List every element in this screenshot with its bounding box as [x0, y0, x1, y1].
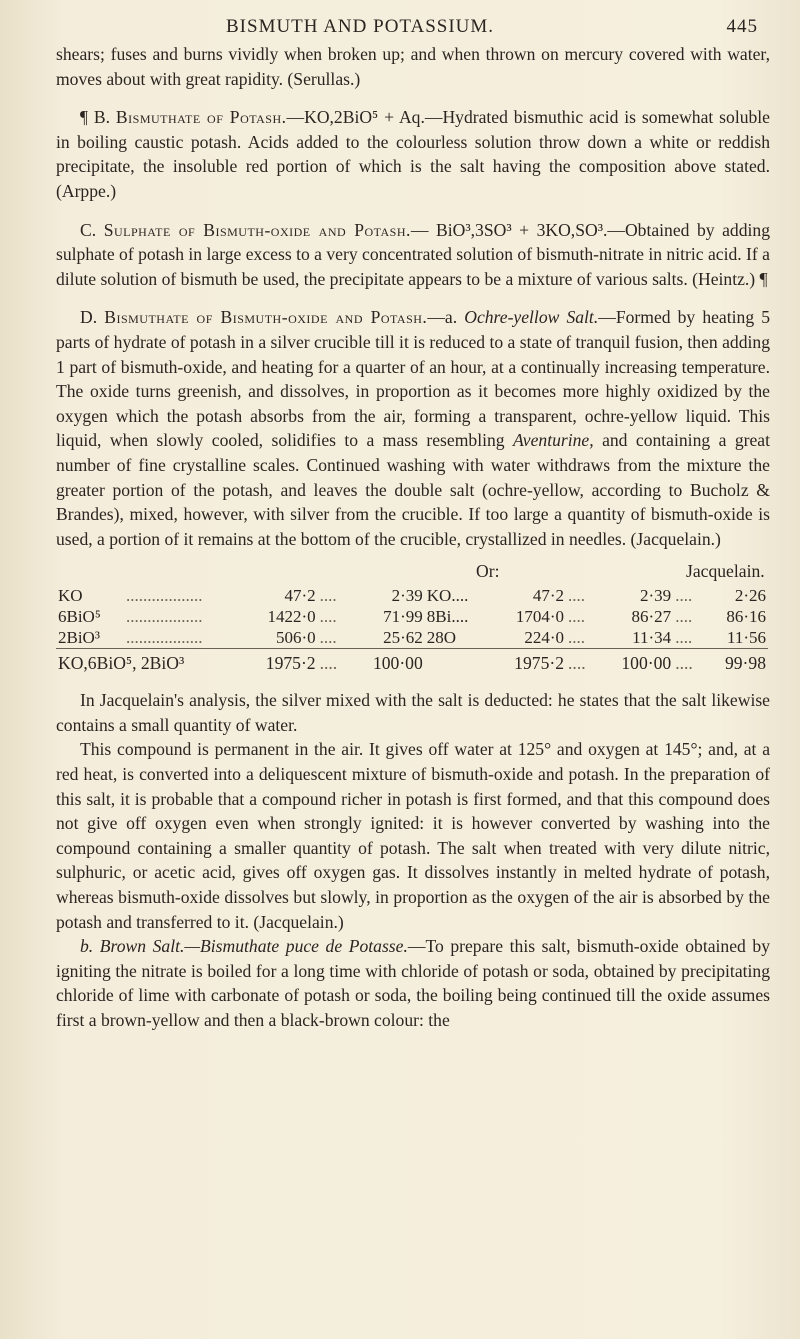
formula: 6BiO⁵	[58, 607, 101, 627]
section-heading: Bismuthate of Potash.	[115, 107, 287, 128]
leader-dots: ....	[566, 649, 597, 675]
table-row	[56, 606, 768, 627]
section-heading: Sulphate of Bismuth-oxide and Potash.	[103, 219, 411, 240]
weight-total: 1975·2	[241, 649, 318, 675]
formula-alt: 8Bi....	[426, 607, 469, 627]
weight: 1422·0	[267, 607, 316, 627]
percent: 2·39	[391, 586, 423, 606]
subsection-heading: Brown Salt.—Bismuthate puce de Potasse.	[99, 936, 408, 957]
paragraph-text: — BiO³,3SO³ + 3KO,SO³.—Obtained by adding sulphate of potash in large excess to a very concentrated solution of bismuth-nitrate in nitric acid. If a dilute solution of bismuth be used, the precipitate appears to be a mixture of various salts. (Heintz.) ¶	[56, 219, 770, 289]
paragraph-text: shears; fuses and burns vividly when broken up; and when thrown on mercury covered with water, moves about with great rapidity. (Serullas.)	[56, 44, 770, 89]
formula-total: KO,6BiO⁵, 2BiO³	[56, 649, 241, 675]
leader-dots: ..................	[126, 586, 203, 606]
leader-dots: ....	[319, 607, 337, 627]
weight-alt: 1704·0	[515, 607, 565, 627]
percent-alt: 86·27	[631, 607, 672, 627]
subsection-mark: b.	[80, 936, 94, 957]
running-title: BISMUTH AND POTASSIUM.	[226, 16, 495, 37]
leader-dots: ....	[568, 586, 586, 606]
table-label-jacquelain: Jacquelain.	[686, 561, 765, 582]
paragraph-continued	[56, 42, 770, 91]
paragraph-text: In Jacquelain's analysis, the silver mixed with the salt is deducted: he states that the salt likewise contains a small quantity of water.	[56, 690, 770, 735]
running-header	[56, 14, 770, 42]
weight: 47·2	[284, 586, 316, 606]
table-headers	[56, 561, 770, 585]
paragraph-analysis-note	[56, 688, 770, 737]
section-mark: D.	[80, 307, 98, 328]
leader-dots: ....	[568, 628, 586, 648]
percent-alt: 11·34	[632, 628, 672, 648]
jacquelain-value: 11·56	[726, 628, 766, 648]
table-row	[56, 627, 768, 649]
paragraph-brown-salt	[56, 934, 770, 1032]
leader-dots: ....	[675, 607, 693, 627]
weight-alt: 224·0	[524, 628, 565, 648]
percent-total: 100·00	[348, 649, 425, 675]
percent-alt-total: 100·00	[597, 649, 674, 675]
formula-alt: KO....	[426, 586, 469, 606]
leader-dots: ....	[675, 586, 693, 606]
subsection-mark: —a.	[427, 307, 458, 328]
table-sum-row	[56, 649, 768, 675]
leader-dots: ....	[675, 628, 693, 648]
paragraph-properties	[56, 737, 770, 934]
leader-dots: ....	[319, 628, 337, 648]
table-label-or: Or:	[476, 561, 500, 582]
percent-alt: 2·39	[640, 586, 672, 606]
paragraph-text: —To prepare this salt, bismuth-oxide obtained by igniting the nitrate is boiled for a long time with chloride of potash or soda, obtained by precipitating chloride of lime with carbonate of potash or soda, the boiling being continued till the oxide assumes first a brown-yellow and then a black-brown colour: the	[56, 936, 770, 1030]
leader-dots: ..................	[126, 607, 203, 627]
formula: KO	[58, 586, 83, 606]
formula: 2BiO³	[58, 628, 100, 648]
paragraph-bismuthate-of-bismuth-oxide	[56, 305, 770, 551]
percent: 25·62	[383, 628, 423, 648]
subsection-heading: Ochre-yellow Salt.	[464, 307, 599, 328]
jacquelain-value: 86·16	[726, 607, 766, 627]
section-heading: Bismuthate of Bismuth-oxide and Potash.	[104, 307, 428, 328]
leader-dots: ..................	[126, 628, 203, 648]
leader-dots: ....	[568, 607, 586, 627]
paragraph-text: —Formed by heating 5 parts of hydrate of potash in a silver crucible till it is reduced to a state of tranquil fusion, then adding 1 part of bismuth-oxide, and heating for a quarter of an hour, at a continually increasing temperature. The oxide turns greenish, and dissolves, in proportion as it becomes more highly oxidized by the oxygen which the potash absorbs from the air, forming a transparent, ochre-yellow liquid. This liquid, when slowly cooled, solidifies to a mass resembling	[56, 307, 771, 451]
weight-alt: 47·2	[532, 586, 565, 606]
percent: 71·99	[383, 607, 423, 627]
table-row	[56, 585, 768, 606]
paragraph-sulphate	[56, 218, 770, 292]
italic-term: Aventurine,	[513, 430, 594, 451]
formula-alt: 28O	[426, 628, 457, 648]
paragraph-bismuthate-of-potash	[56, 105, 770, 203]
jacquelain-total: 99·98	[704, 649, 768, 675]
page-number: 445	[726, 16, 758, 37]
section-mark: ¶ B.	[80, 107, 111, 128]
leader-dots: ....	[673, 649, 704, 675]
leader-dots: ....	[319, 586, 337, 606]
paragraph-text: and containing a great number of fine crystalline scales. Continued washing with water withdraws from the mixture the greater portion of the potash, and leaves the double salt (ochre-yellow, according to Bucholz & Brandes), mixed, however, with silver from the crucible. If too large a quantity of bismuth-oxide is used, a portion of it remains at the bottom of the crucible, crystallized in needles. (Jacquelain.)	[56, 430, 770, 549]
empty-cell	[425, 649, 490, 675]
composition-table	[56, 585, 768, 674]
weight-alt-total: 1975·2	[490, 649, 567, 675]
paragraph-text: This compound is permanent in the air. It gives off water at 125° and oxygen at 145°; and, at a red heat, is converted into a deliquescent mixture of bismuth-oxide and potash. In the preparation of this salt, it is probable that a compound richer in potash is first formed, and that this compound does not give off oxygen even when strongly ignited: it is however converted by washing into the compound containing a smaller quantity of potash. The salt when treated with very dilute nitric, sulphuric, or acetic acid, gives off oxygen gas. It dissolves instantly in melted hydrate of potash, whereas bismuth-oxide dissolves but slowly, in proportion as the oxygen of the air is absorbed by the potash and transferred to it. (Jacquelain.)	[56, 739, 770, 932]
paragraph-text: —KO,2BiO⁵ + Aq.—Hydrated bismuthic acid is somewhat soluble in boiling caustic potash. Acids added to the colourless solution throw down a white or reddish precipitate, the insoluble red portion of which is the salt having the composition above stated. (Arppe.)	[56, 107, 770, 201]
leader-dots: ....	[318, 649, 349, 675]
section-mark: C.	[80, 219, 97, 240]
jacquelain-value: 2·26	[734, 586, 766, 606]
weight: 506·0	[275, 628, 316, 648]
